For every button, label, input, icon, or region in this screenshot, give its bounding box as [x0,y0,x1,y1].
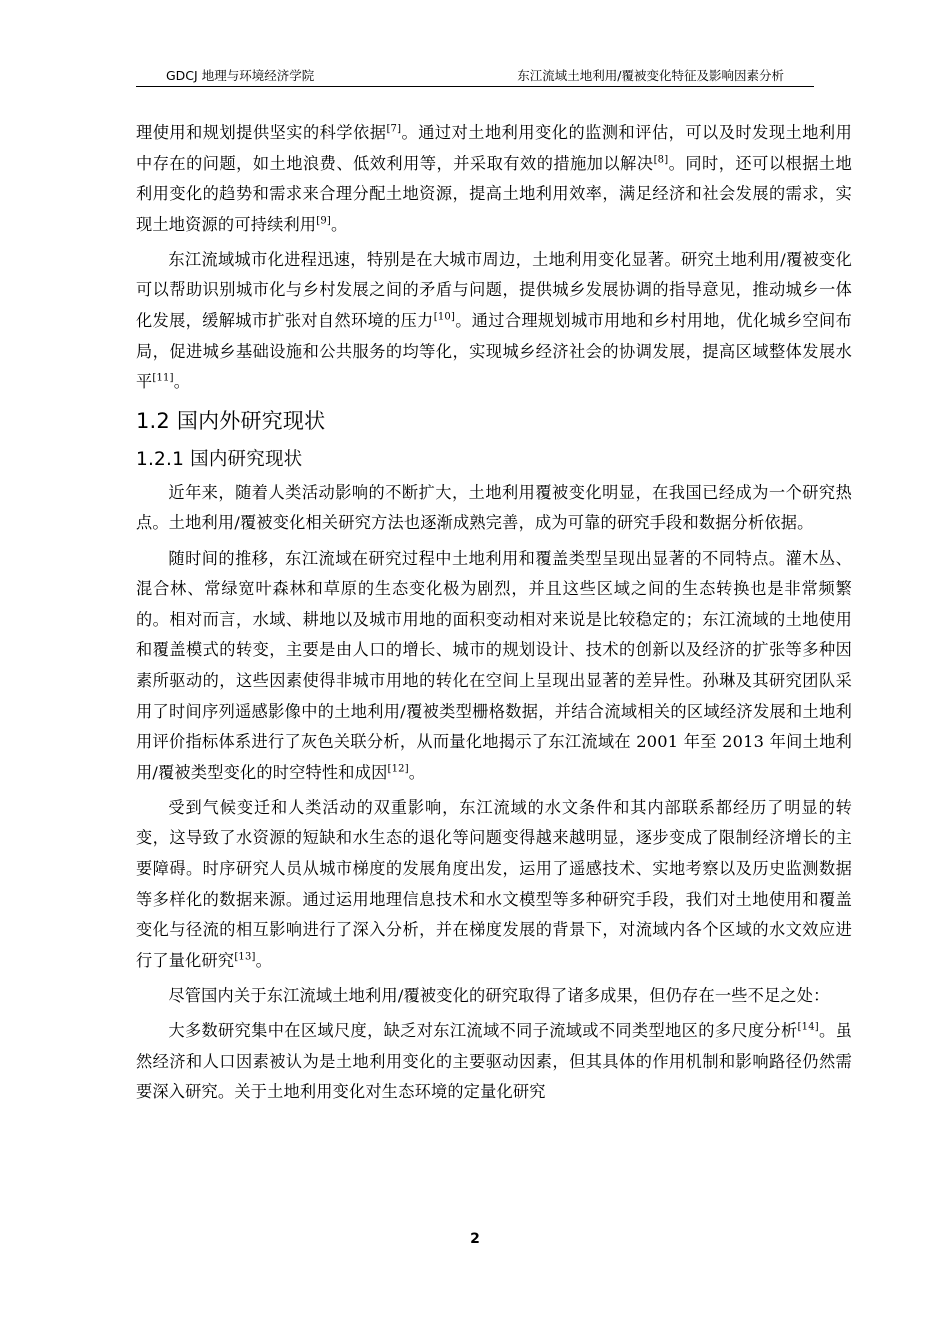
citation-10: [10] [433,311,456,323]
paragraph-1 [136,118,852,240]
citation-11: [11] [152,372,174,384]
para4-text: 随时间的推移，东江流域在研究过程中土地利用和覆盖类型呈现出显著的不同特点。灌木丛、混合林、常绿宽叶森林和草原的生态变化极为剧烈，并且这些区域之间的生态转换也是非常频繁的。相对而言，水域、耕地以及城市用地的面积变动相对来说是比较稳定的；东江流域的土地使用和覆盖模式的转变，主要是由人口的增长、城市的规划设计、技术的创新以及经济的扩张等多种因素所驱动的，这些因素使得非城市用地的转化在空间上呈现出显著的差异性。孙琳及其研究团队采用了时间序列遥感影像中的土地利用/覆被类型栅格数据，并结合流域相关的区域经济发展和土地利用评价指标体系进行了灰色关联分析，从而量化地揭示了东江流域在 2001 年至 2013 年间土地利用/覆被类型变化的时空特性和成因 [136,548,852,782]
para2-text: 东江流域城市化进程迅速，特别是在大城市周边，土地利用变化显著。研究土地利用/覆被变化可以帮助识别城市化与乡村发展之间的矛盾与问题，提供城乡发展协调的指导意见，推动城乡一体化发展，缓解城市扩张对自然环境的压力 [136,249,852,331]
paragraph-7 [136,1016,852,1108]
body-text [136,118,852,1112]
para7-text: 大多数研究集中在区域尺度，缺乏对东江流域不同子流域或不同类型地区的多尺度分析 [168,1020,798,1040]
para2-text2: 。通过合理规划城市用地和乡村用地，优化城乡空间布局，促进城乡基础设施和公共服务的均等化，实现城乡经济社会的协调发展，提高区域整体发展水平 [136,311,852,392]
paragraph-2 [136,245,852,398]
header-institution: GDCJ 地理与环境经济学院 [166,68,315,83]
paragraph-5 [136,793,852,977]
citation-7: [7] [386,123,402,135]
para1-text3: 。同时，还可以根据土地利用变化的趋势和需求来合理分配土地资源，提高土地利用效率，满足经济和社会发展的需求，实现土地资源的可持续利用 [136,153,852,234]
paragraph-6: 尽管国内关于东江流域土地利用/覆被变化的研究取得了诸多成果，但仍存在一些不足之处： [168,985,830,1005]
para4-text2: 。 [408,762,426,782]
para1-text2: 。通过对土地利用变化的监测和评估，可以及时发现土地利用中存在的问题，如土地浪费、低效利用等，并采取有效的措施加以解决 [136,123,852,173]
page-number: 2 [470,1231,480,1247]
citation-14: [14] [797,1021,819,1033]
running-header [136,66,814,87]
para1-text: 理使用和规划提供坚实的科学依据 [136,123,387,142]
para5-text: 受到气候变迁和人类活动的双重影响，东江流域的水文条件和其内部联系都经历了明显的转变，这导致了水资源的短缺和水生态的退化等问题变得越来越明显，逐步变成了限制经济增长的主要障碍。时序研究人员从城市梯度的发展角度出发，运用了遥感技术、实地考察以及历史监测数据等多样化的数据来源。通过运用地理信息技术和水文模型等多种研究手段，我们对土地使用和覆盖变化与径流的相互影响进行了深入分析，并在梯度发展的背景下，对流域内各个区域的水文效应进行了量化研究 [136,797,852,970]
para2-text3: 。 [173,372,191,392]
para7-text2: 。虽然经济和人口因素被认为是土地利用变化的主要驱动因素，但其具体的作用机制和影响路径仍然需要深入研究。关于土地利用变化对生态环境的定量化研究 [136,1020,852,1102]
para1-text4: 。 [331,214,348,234]
citation-8: [8] [653,154,669,166]
paragraph-4 [136,544,852,789]
paragraph-3: 近年来，随着人类活动影响的不断扩大，土地利用覆被变化明显，在我国已经成为一个研究热点。土地利用/覆被变化相关研究方法也逐渐成熟完善，成为可靠的研究手段和数据分析依据。 [136,482,852,533]
citation-12: [12] [387,763,409,775]
section-heading-1-2: 1.2 国内外研究现状 [136,408,326,433]
citation-9: [9] [316,215,332,227]
subsection-heading-1-2-1: 1.2.1 国内研究现状 [136,448,303,470]
citation-13: [13] [234,951,256,963]
para5-text2: 。 [255,950,273,970]
header-title: 东江流域土地利用/覆被变化特征及影响因素分析 [517,68,784,83]
